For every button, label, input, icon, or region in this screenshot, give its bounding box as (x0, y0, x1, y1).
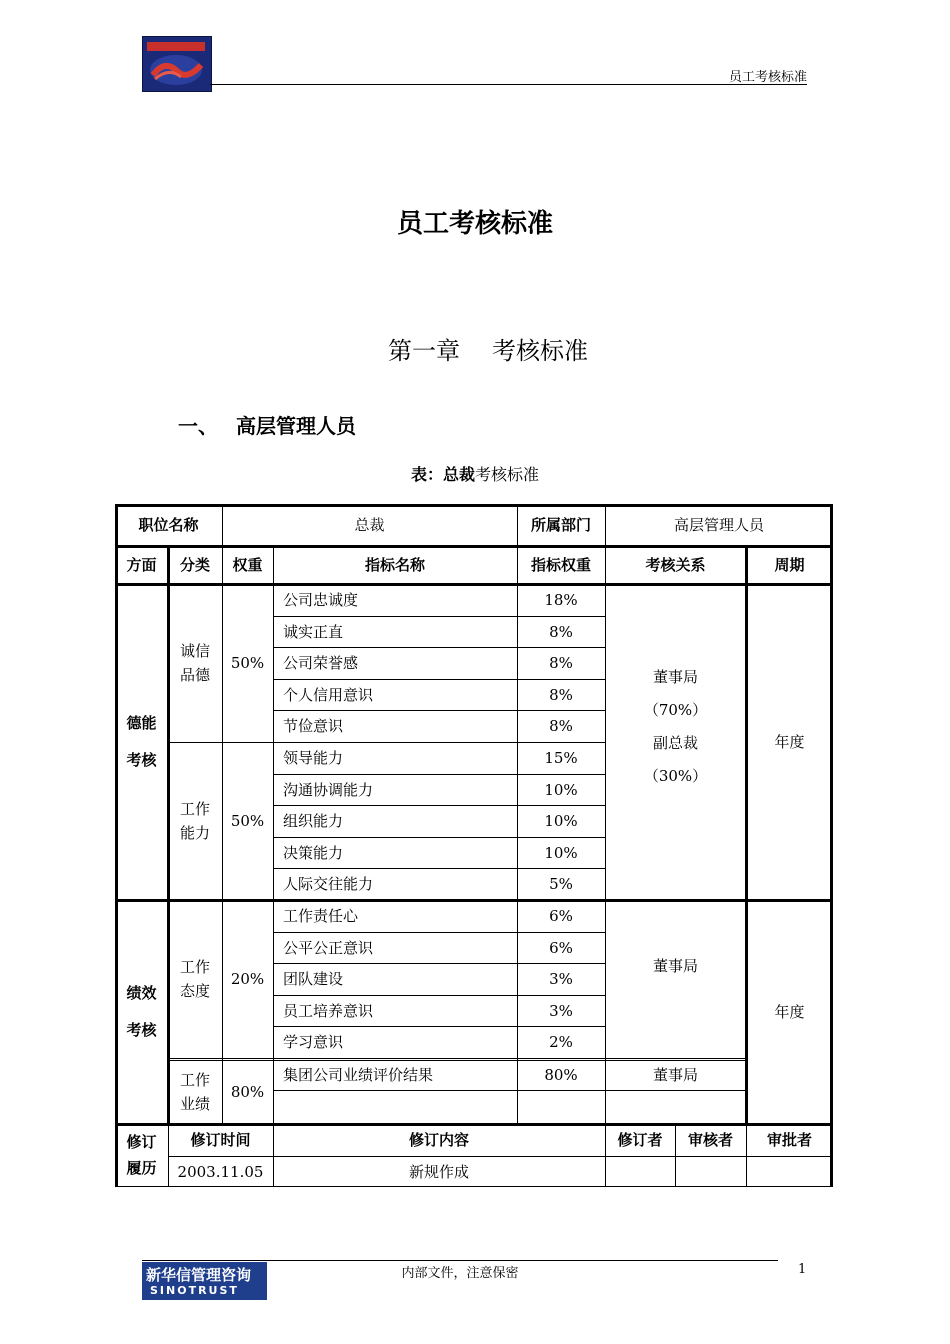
category-cell (168, 1060, 222, 1124)
logo-wordmark (147, 42, 205, 51)
indicator-name: 人际交往能力 (283, 875, 374, 893)
indicator-name: 个人信用意识 (283, 685, 374, 704)
aspect-cell (115, 900, 168, 1124)
table-border (115, 1186, 833, 1187)
aspect-line: 考核 (126, 751, 157, 769)
col-header-indicator-weight: 指标权重 (530, 556, 591, 574)
approver-header: 审批者 (766, 1131, 812, 1149)
table-rule (222, 546, 223, 1124)
logo-cn: 新华信管理咨询 (146, 1266, 252, 1284)
revision-content-header: 修订内容 (408, 1131, 469, 1149)
category-line: 能力 (179, 824, 210, 842)
table-rule (605, 504, 606, 546)
table-rule (745, 546, 748, 1124)
logo-emblem-icon (147, 53, 205, 87)
revision-content: 新规作成 (408, 1162, 469, 1181)
header-title: 员工考核标准 (728, 70, 807, 85)
indicator-weight: 8% (549, 685, 573, 704)
col-header-indicator: 指标名称 (364, 556, 425, 574)
document-title: 员工考核标准 (396, 209, 553, 239)
aspect-line: 德能 (126, 713, 157, 732)
indicator-weight: 3% (549, 1001, 573, 1020)
category-line: 工作 (179, 958, 210, 976)
col-header-period: 周期 (774, 556, 805, 574)
category-line: 态度 (179, 982, 210, 1000)
table-rule (273, 837, 605, 838)
table-rule (273, 710, 605, 711)
relation-cell: 董事局 (652, 957, 698, 975)
relation-line: （30%） (643, 767, 708, 785)
category-weight: 50% (230, 654, 265, 672)
table-rule (273, 647, 605, 648)
logo-en: SINOTRUST (150, 1284, 239, 1297)
section-heading (178, 410, 356, 439)
table-border (830, 504, 833, 1187)
relation-line: 副总裁 (652, 734, 698, 752)
revision-label (115, 1124, 168, 1187)
col-header-relation: 考核关系 (645, 556, 706, 574)
table-rule (605, 1090, 746, 1091)
indicator-weight: 18% (544, 591, 578, 609)
category-cell (168, 584, 222, 742)
indicator-name: 沟通协调能力 (283, 780, 374, 799)
assessment-table (115, 504, 833, 1187)
indicator-weight: 6% (549, 907, 573, 925)
indicator-name: 工作责任心 (283, 907, 359, 925)
category-weight: 50% (230, 812, 265, 830)
section-title: 高层管理人员 (236, 414, 356, 438)
indicator-name: 组织能力 (283, 812, 344, 830)
table-rule (273, 963, 605, 964)
position-label: 职位名称 (138, 516, 199, 534)
table-rule (273, 805, 605, 806)
relation-cell: 董事局 (652, 1066, 698, 1084)
category-line: 工作 (179, 800, 210, 818)
page-number: 1 (798, 1262, 807, 1277)
table-rule (168, 1156, 833, 1157)
indicator-weight: 5% (549, 875, 573, 893)
dept-value: 高层管理人员 (673, 516, 764, 534)
indicator-weight: 15% (544, 749, 578, 767)
indicator-name: 领导能力 (283, 749, 344, 767)
company-logo (142, 36, 212, 92)
table-rule (517, 504, 518, 546)
indicator-weight: 80% (544, 1066, 578, 1084)
revision-time: 2003.11.05 (177, 1162, 264, 1181)
category-line: 品德 (179, 666, 210, 684)
section-number: 一、 (178, 414, 218, 438)
indicator-weight: 8% (549, 622, 573, 641)
category-line: 诚信 (179, 642, 210, 660)
relation-line: 董事局 (652, 668, 698, 686)
reviser-value (605, 1156, 675, 1187)
revision-label-line: 履历 (126, 1158, 157, 1177)
category-weight: 80% (230, 1083, 265, 1101)
indicator-weight: 8% (549, 654, 573, 672)
table-rule (273, 1090, 605, 1091)
indicator-name: 诚实正直 (283, 622, 344, 641)
table-rule (222, 504, 223, 546)
indicator-weight: 10% (544, 780, 578, 799)
table-rule (273, 868, 605, 869)
indicator-name (273, 1090, 517, 1124)
position-value: 总裁 (354, 516, 385, 534)
table-rule (168, 742, 605, 743)
auditor-header: 审核者 (687, 1131, 733, 1149)
period-cell: 年度 (774, 733, 805, 751)
indicator-weight: 6% (549, 938, 573, 957)
aspect-line: 考核 (126, 1021, 157, 1039)
indicator-weight: 10% (544, 843, 578, 862)
table-rule (167, 546, 170, 1124)
table-rule (168, 1058, 746, 1059)
col-header-category: 分类 (179, 556, 210, 574)
indicator-weight: 10% (544, 812, 578, 830)
indicator-name: 团队建设 (283, 970, 344, 988)
category-line: 工作 (179, 1071, 210, 1089)
caption-prefix: 表：总裁 (410, 465, 475, 484)
approver-value (746, 1156, 833, 1187)
table-rule (273, 616, 605, 617)
col-header-weight: 权重 (232, 556, 263, 574)
reviser-header: 修订者 (617, 1131, 663, 1149)
table-rule (273, 995, 605, 996)
table-rule (273, 679, 605, 680)
indicator-name: 学习意识 (283, 1033, 344, 1051)
table-caption (0, 462, 950, 485)
indicator-name: 员工培养意识 (283, 1001, 374, 1020)
chapter-title: 考核标准 (492, 337, 588, 365)
caption-suffix: 考核标准 (475, 465, 540, 484)
indicator-name: 公司荣誉感 (283, 654, 359, 672)
indicator-weight (517, 1090, 605, 1124)
indicator-name: 公司忠诚度 (283, 591, 359, 609)
table-border (115, 504, 118, 1187)
chapter-number: 第一章 (388, 337, 460, 365)
indicator-weight: 8% (549, 717, 573, 735)
revision-label-line: 修订 (126, 1133, 157, 1151)
indicator-name: 公平公正意识 (283, 938, 374, 957)
table-rule (168, 1060, 746, 1061)
relation-line: （70%） (643, 701, 708, 719)
auditor-value (675, 1156, 746, 1187)
confidentiality-note: 内部文件，注意保密 (401, 1266, 519, 1281)
period-cell: 年度 (774, 1003, 805, 1021)
indicator-weight: 2% (549, 1033, 573, 1051)
indicator-name: 节俭意识 (283, 717, 344, 735)
table-rule (273, 774, 605, 775)
footer-rule (142, 1260, 778, 1261)
indicator-name: 决策能力 (283, 843, 344, 862)
category-weight: 20% (230, 970, 265, 988)
header-rule (210, 84, 807, 85)
indicator-name: 集团公司业绩评价结果 (283, 1066, 434, 1084)
table-rule (517, 546, 518, 1124)
category-cell (168, 742, 222, 900)
indicator-weight: 3% (549, 970, 573, 988)
category-cell (168, 900, 222, 1058)
table-rule (273, 1026, 605, 1027)
category-line: 业绩 (179, 1095, 210, 1113)
aspect-cell (115, 584, 168, 900)
revision-time-header: 修订时间 (190, 1131, 251, 1149)
dept-label: 所属部门 (530, 516, 591, 534)
col-header-aspect: 方面 (126, 556, 157, 574)
table-rule (273, 932, 605, 933)
relation-cell (605, 584, 746, 900)
aspect-line: 绩效 (126, 983, 157, 1002)
chapter-heading (388, 331, 588, 366)
